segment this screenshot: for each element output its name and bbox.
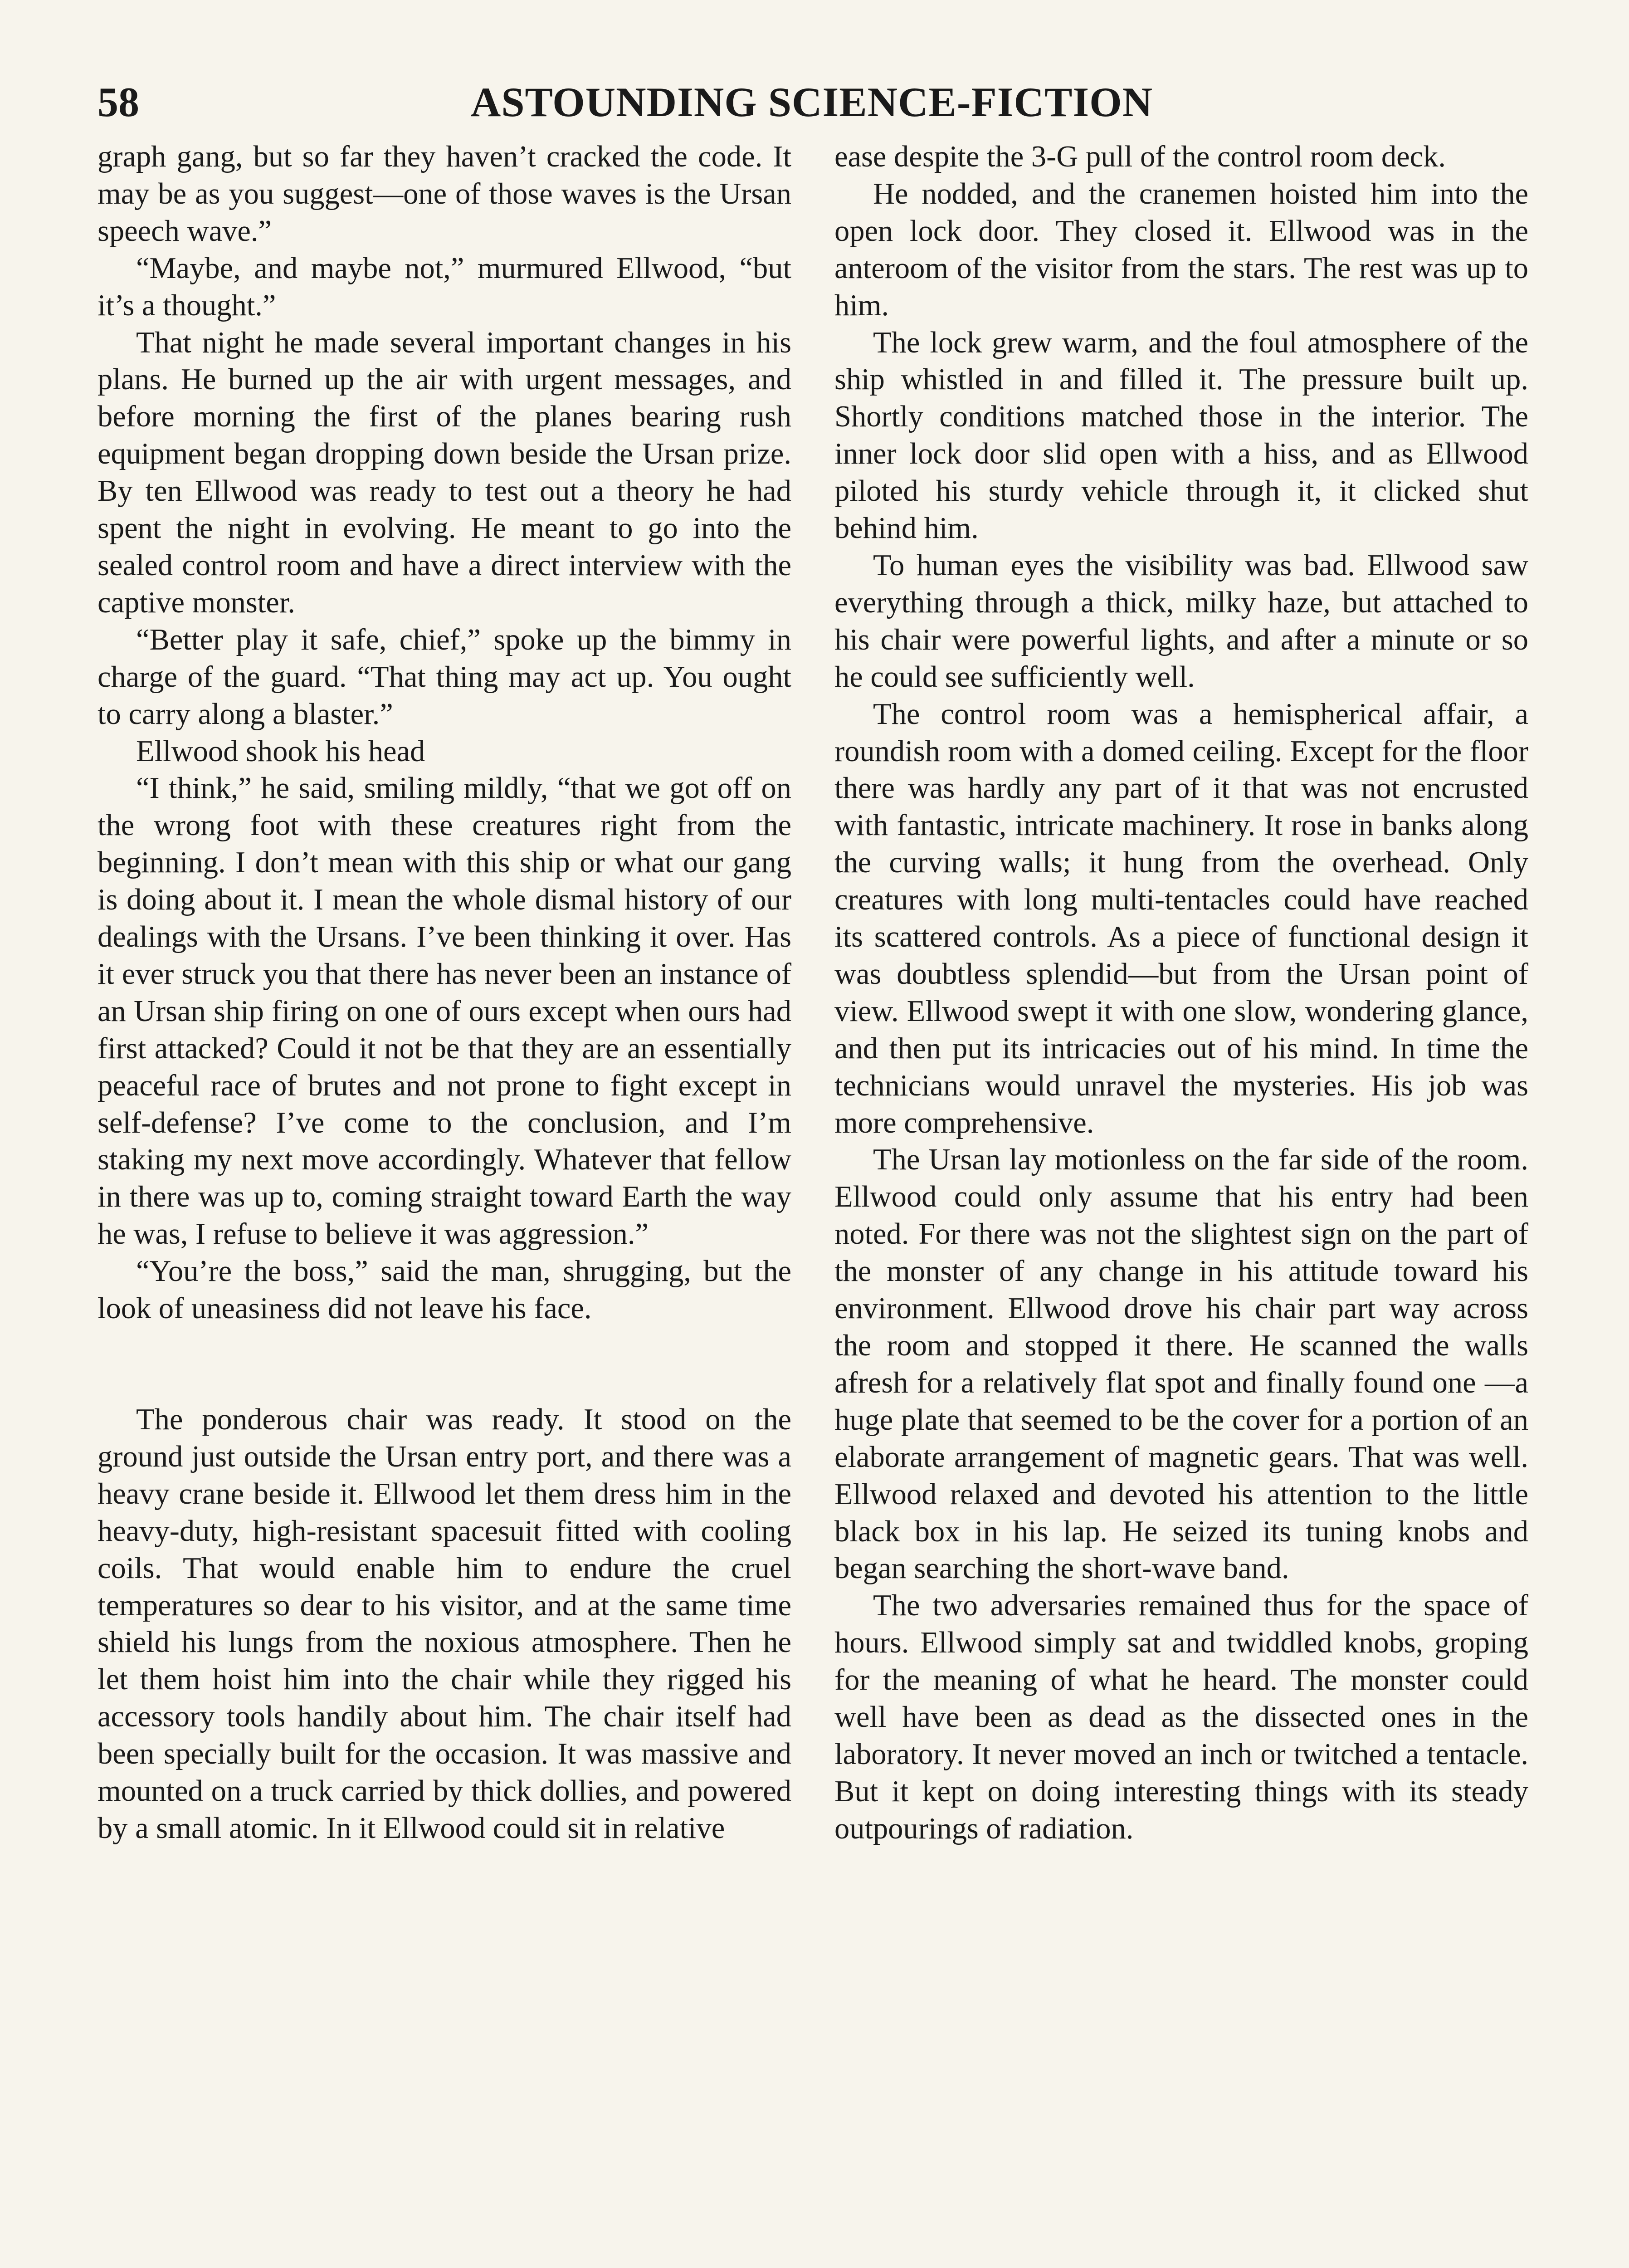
paragraph: He nodded, and the cranemen hoisted him into the open lock door. They closed it. Ellwood was in the anteroom of the visitor from the stars. The rest was up to him. <box>834 177 1528 322</box>
paragraph: “You’re the boss,” said the man, shrugging, but the look of uneasiness did not leave his face. <box>98 1255 791 1325</box>
running-title: ASTOUNDING SCIENCE-FICTION <box>470 79 1153 125</box>
paragraph: The control room was a hemispherical affair, a roundish room with a domed ceiling. Except for the floor there was hardly any part of it that was not encrusted with fantastic, intricate machinery. It rose in banks along the curving walls; it hung from the overhead. Only creatures with long multi-tentacles could have reached its scattered controls. As a piece of functional design it was doubtless splendid—but from the Ursan point of view. Ellwood swept it with one slow, wondering glance, and then put its intricacies out of his mind. In time the technicians would unravel the mysteries. His job was more comprehensive. <box>834 697 1528 1139</box>
paragraph: The Ursan lay motionless on the far side of the room. Ellwood could only assume that his entry had been noted. For there was not the slightest sign on the part of the monster of any change in his attitude toward his environment. Ellwood drove his chair part way across the room and stopped it there. He scanned the walls afresh for a relatively flat spot and finally found one —a huge plate that seemed to be the cover for a portion of an elaborate arrangement of magnetic gears. That was well. Ellwood relaxed and devoted his attention to the little black box in his lap. He seized its tuning knobs and began searching the short-wave band. <box>834 1143 1528 1585</box>
paragraph: The two adversaries remained thus for the space of hours. Ellwood simply sat and twiddled knobs, groping for the meaning of what he heard. The monster could well have been as dead as the dissected ones in the laboratory. It never moved an inch or twitched a tentacle. But it kept on doing interesting things with its steady outpourings of radiation. <box>834 1589 1528 1845</box>
paragraph: To human eyes the visibility was bad. Ellwood saw everything through a thick, milky haze, but attached to his chair were powerful lights, and after a minute or so he could see sufficiently well. <box>834 548 1528 694</box>
left-column <box>98 138 791 1847</box>
paragraph: graph gang, but so far they haven’t cracked the code. It may be as you suggest—one of those waves is the Ursan speech wave.” <box>98 140 791 248</box>
paragraph: “I think,” he said, smiling mildly, “that we got off on the wrong foot with these creatures right from the beginning. I don’t mean with this ship or what our gang is doing about it. I mean the whole dismal history of our dealings with the Ursans. I’ve been thinking it over. Has it ever struck you that there has never been an instance of an Ursan ship firing on one of ours except when ours had first attacked? Could it not be that they are an essentially peaceful race of brutes and not prone to fight except in self-defense? I’ve come to the conclusion, and I’m staking my next move accordingly. Whatever that fellow in there was up to, coming straight toward Earth the way he was, I refuse to believe it was aggression.” <box>98 772 791 1251</box>
paragraph: “Maybe, and maybe not,” murmured Ellwood, “but it’s a thought.” <box>98 251 791 322</box>
right-column <box>834 138 1528 1848</box>
page-header <box>98 73 1526 132</box>
paragraph: The lock grew warm, and the foul atmosphere of the ship whistled in and filled it. The pressure built up. Shortly conditions matched those in the interior. The inner lock door slid open with a hiss, and as Ellwood piloted his sturdy vehicle through it, it clicked shut behind him. <box>834 326 1528 545</box>
page-number: 58 <box>98 79 139 125</box>
paragraph: ease despite the 3-G pull of the control room deck. <box>834 140 1446 173</box>
paragraph: That night he made several important changes in his plans. He burned up the air with urgent messages, and before morning the first of the planes bearing rush equipment began dropping down beside the Ursan prize. By ten Ellwood was ready to test out a theory he had spent the night in evolving. He meant to go into the sealed control room and have a direct interview with the captive monster. <box>98 326 791 619</box>
paragraph: The ponderous chair was ready. It stood on the ground just outside the Ursan entry port, and there was a heavy crane beside it. Ellwood let them dress him in the heavy-duty, high-resistant spacesuit fitted with cooling coils. That would enable him to endure the cruel temperatures so dear to his visitor, and at the same time shield his lungs from the noxious atmosphere. Then he let them hoist him into the chair while they rigged his accessory tools handily about him. The chair itself had been specially built for the occasion. It was massive and mounted on a truck carried by thick dollies, and powered by a small atomic. In it Ellwood could sit in relative <box>98 1403 791 1845</box>
paragraph: Ellwood shook his head <box>136 734 425 768</box>
paragraph: “Better play it safe, chief,” spoke up the bimmy in charge of the guard. “That thing may act up. You ought to carry along a blaster.” <box>98 623 791 731</box>
